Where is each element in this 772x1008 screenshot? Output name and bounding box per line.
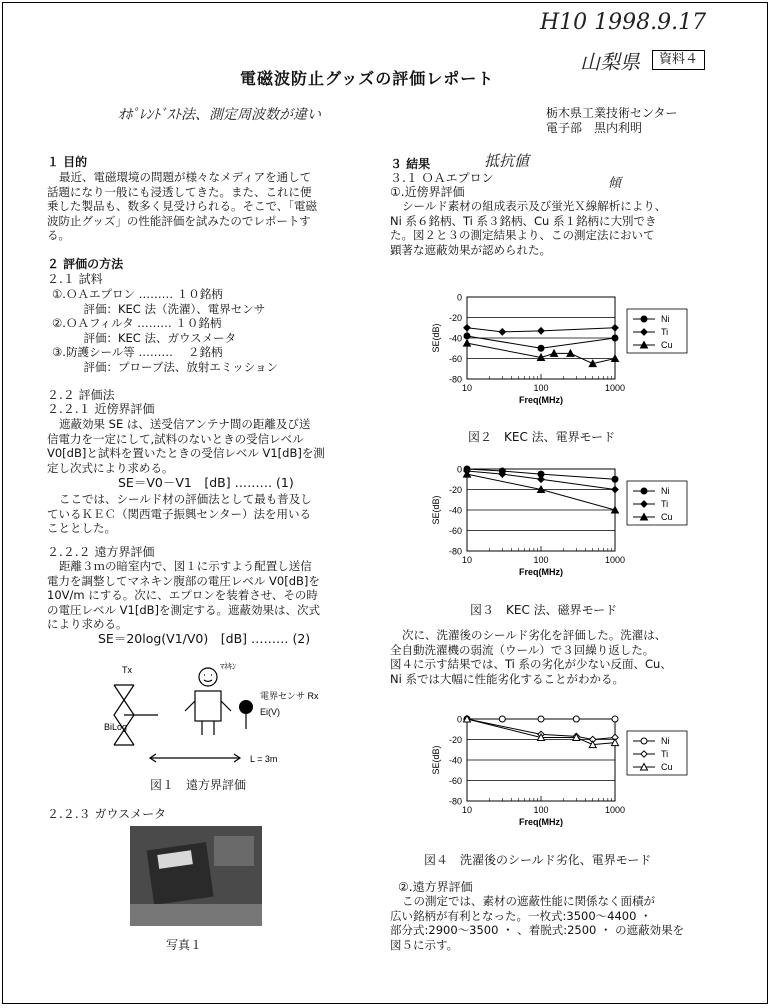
text-line: この測定では、素材の遮蔽性能に関係なく面積が	[402, 894, 655, 908]
section-2-2-3-heading: ２.２.３ ガウスメータ	[47, 807, 167, 821]
handwritten-margin-note: 傾	[608, 176, 622, 191]
text-line: 波防止グッズ」の性能評価を試みたのでレポートす	[47, 213, 311, 228]
x-tick-label: 1000	[604, 383, 626, 393]
handwritten-prefecture: 山梨県	[580, 50, 640, 74]
section-3-1-2-body	[390, 894, 684, 952]
page-title: 電磁波防止グッズの評価レポート	[240, 69, 495, 88]
figure-3-caption: 図３ KEC 法、磁界モード	[470, 603, 618, 617]
section-1-heading: １ 目的	[47, 155, 88, 169]
legend-label: Ni	[661, 314, 670, 324]
data-point-ni	[612, 716, 618, 722]
sample-item: ③.防護シール等 ……… ２銘柄	[52, 345, 223, 359]
handwritten-date: H10 1998.9.17	[540, 10, 707, 35]
legend-label: Ni	[661, 736, 670, 746]
distance-label: L = 3m	[250, 754, 278, 764]
section-2-2-2-body	[47, 559, 320, 632]
x-axis-label: Freq(MHz)	[519, 817, 563, 827]
legend-marker	[641, 738, 647, 744]
legend-marker	[641, 488, 647, 494]
data-point-cu	[464, 340, 471, 347]
data-point-ni	[573, 716, 579, 722]
field-sensor-icon	[239, 700, 253, 714]
legend-marker	[641, 329, 647, 335]
y-axis-label: SE(dB)	[431, 323, 441, 353]
x-tick-label: 10	[461, 555, 473, 565]
x-tick-label: 1000	[604, 555, 626, 565]
x-axis-label: Freq(MHz)	[519, 395, 563, 405]
x-axis-label: Freq(MHz)	[519, 567, 563, 577]
sensor-label: 電界センサ Rx	[260, 691, 319, 701]
text-line: 広い銘柄が有利となった。一枚式:3500～4400 ・	[390, 908, 652, 923]
legend-marker	[641, 316, 647, 322]
y-tick-label: -20	[448, 313, 462, 323]
legend-label: Ti	[661, 327, 669, 337]
data-point-ti	[499, 329, 505, 335]
tx-label: Tx	[122, 665, 132, 675]
document-number-box: 資料４	[652, 50, 705, 70]
data-point-ti	[612, 486, 618, 492]
text-line: 距離３ｍの暗室内で、図１に示すよう配置し送信	[59, 559, 312, 573]
mannequin-body-icon	[195, 691, 221, 721]
figure-4-caption: 図４ 洗濯後のシールド劣化、電界モード	[424, 853, 652, 867]
data-point-ti	[538, 328, 544, 334]
y-tick-label: -20	[448, 485, 462, 495]
y-tick-label: 0	[456, 464, 462, 475]
y-tick-label: -60	[448, 526, 462, 536]
y-tick-label: -80	[448, 374, 462, 385]
data-point-ni	[612, 335, 618, 341]
y-axis-label: SE(dB)	[431, 745, 441, 775]
legend-marker	[641, 751, 647, 757]
y-tick-label: -80	[448, 796, 462, 807]
legend-marker	[641, 501, 647, 507]
section-2-2-heading: ２.２ 評価法	[47, 388, 115, 402]
x-tick-label: 10	[461, 383, 473, 393]
y-tick-label: -40	[448, 755, 462, 766]
author: 電子部 黒内利明	[546, 121, 643, 135]
x-tick-label: 100	[533, 383, 549, 393]
text-line: 顕著な遮蔽効果が認められた。	[390, 242, 551, 257]
text-line: 図４に示す結果では、Ti 系の劣化が少ない反面、Cu、	[390, 657, 672, 671]
x-tick-label: 100	[533, 555, 549, 565]
handwritten-note: ｵﾎﾟﾚﾝﾄﾞｽﾄ法、測定周波数が違い	[118, 107, 321, 123]
section-2-heading: ２ 評価の方法	[47, 257, 124, 271]
text-line: の電圧レベル V1[dB]を測定する。遮蔽効果は、次式	[47, 602, 320, 617]
section-3-1-1-heading: ①.近傍界評価	[390, 185, 465, 199]
ei-label: Ei(V)	[260, 707, 280, 717]
legend-box	[627, 309, 687, 353]
legend-box	[627, 481, 687, 525]
y-tick-label: -60	[448, 776, 462, 786]
section-3-1-heading: ３.１ ＯＡエプロン	[390, 171, 494, 185]
text-line: 話題になり一般にも浸透してきた。また、これに便	[47, 184, 312, 199]
y-tick-label: -60	[448, 354, 462, 364]
y-tick-label: -40	[448, 505, 462, 516]
section-2-1-heading: ２.１ 試料	[47, 272, 103, 286]
legend-label: Cu	[661, 340, 673, 350]
figure-2-caption: 図２ KEC 法、電界モード	[468, 430, 616, 444]
text-line: 信電力を一定にして,試料のないときの受信レベル	[47, 431, 304, 446]
section-3-1-1-body	[390, 199, 666, 257]
y-tick-label: 0	[456, 714, 462, 725]
legend-label: Cu	[661, 512, 673, 522]
y-tick-label: -40	[448, 333, 462, 344]
data-point-ni	[499, 716, 505, 722]
equation-1: SE＝V0－V1 [dB] ……… (1)	[118, 475, 294, 490]
text-line: により求める。	[47, 617, 128, 631]
legend-label: Ti	[661, 749, 669, 759]
sample-eval: 評価：KEC 法、ガウスメータ	[72, 330, 237, 345]
organization: 栃木県工業技術センター	[546, 106, 678, 120]
photo-gauss-meter	[130, 826, 262, 926]
x-tick-label: 1000	[604, 805, 626, 815]
y-axis-label: SE(dB)	[431, 495, 441, 525]
section-2-2-1-body	[47, 417, 325, 475]
text-line: Ni 系６銘柄、Ti 系３銘柄、Cu 系１銘柄に大別でき	[390, 213, 657, 228]
figure-3-chart	[425, 457, 700, 587]
y-tick-label: -20	[448, 735, 462, 745]
text-line: Ni 系では大幅に性能劣化することがわかる。	[390, 671, 624, 686]
text-line: 全自動洗濯機の弱流（ウール）で３回繰り返した。	[390, 642, 655, 657]
mannequin-label: ﾏﾈｷﾝ	[220, 662, 236, 671]
figure-1-diagram	[100, 655, 330, 770]
data-point-ni	[538, 345, 544, 351]
handwritten-resistance-note: 抵抗値	[484, 152, 530, 170]
bilog-label: BiLog	[104, 722, 128, 732]
data-point-ti	[464, 325, 470, 331]
legend-label: Ti	[661, 499, 669, 509]
legend-box	[627, 731, 687, 775]
x-tick-label: 10	[461, 805, 473, 815]
text-line: 部分式:2900～3500 ・ 、着脱式:2500 ・ の遮蔽効果を	[390, 923, 685, 937]
text-line: ここでは、シールド材の評価法として最も普及し	[59, 492, 312, 506]
photo-1-caption: 写真１	[166, 938, 203, 952]
text-line: 乗した製品も、数多く見受けられる。そこで、「電磁	[47, 199, 318, 213]
x-tick-label: 100	[533, 805, 549, 815]
y-tick-label: -80	[448, 546, 462, 557]
text-line: シールド素材の組成表示及び蛍光Ｘ線解析により、	[402, 199, 667, 213]
figure-2-chart	[425, 285, 700, 415]
data-point-ni	[464, 333, 470, 339]
section-3-heading: ３ 結果	[390, 157, 431, 171]
sample-item: ①.ＯＡエプロン ……… １０銘柄	[52, 287, 223, 301]
text-line: V0[dB]と試料を置いたときの受信レベル V1[dB]を測	[47, 446, 325, 460]
figure-1-caption: 図１ 遠方界評価	[150, 778, 247, 792]
data-point-ni	[612, 476, 618, 482]
legend-label: Cu	[661, 762, 673, 772]
text-line: 定し次式により求める。	[47, 460, 174, 475]
text-line: こととした。	[47, 521, 116, 535]
section-3-1-2-heading: ②.遠方界評価	[398, 880, 473, 894]
text-line: 次に、洗濯後のシールド劣化を評価した。洗濯は、	[402, 628, 667, 642]
samples-list	[52, 287, 278, 374]
text-line: 最近、電磁環境の問題が様々なメディアを通して	[59, 170, 312, 184]
data-point-ni	[538, 716, 544, 722]
text-line: る。	[47, 228, 70, 242]
data-point-ti	[538, 476, 544, 482]
washing-text	[390, 628, 672, 686]
sample-item: ②.ＯＡフィルタ ……… １０銘柄	[52, 316, 222, 330]
mannequin-head-icon	[199, 668, 217, 686]
figure-4-chart	[425, 707, 700, 837]
text-line: 図５に示す。	[390, 937, 459, 952]
y-tick-label: 0	[456, 292, 462, 303]
section-2-2-1-body-2	[47, 492, 312, 536]
section-1-body	[47, 170, 372, 243]
text-line: ているＫＥＣ（関西電子振興センター）法を用いる	[47, 506, 312, 521]
text-line: 10V/m にする。次に、エプロンを装着させ、その時	[47, 588, 318, 602]
equation-2: SE＝20log(V1/V0) [dB] ……… (2)	[98, 631, 311, 646]
text-line: 電力を調整してマネキン腹部の電圧レベル V0[dB]を	[47, 573, 320, 588]
sample-eval: 評価：KEC 法（洗濯）、電界センサ	[72, 301, 266, 316]
legend-label: Ni	[661, 486, 670, 496]
sample-eval: 評価：プローブ法、放射エミッション	[72, 359, 278, 374]
text-line: 遮蔽効果 SE は、送受信アンテナ間の距離及び送	[59, 417, 311, 431]
section-2-2-2-heading: ２.２.２ 遠方界評価	[47, 545, 155, 559]
text-line: た。図２と３の測定結果より、この測定法において	[390, 228, 655, 242]
data-point-ti	[612, 325, 618, 331]
section-2-2-1-heading: ２.２.１ 近傍界評価	[47, 402, 155, 416]
